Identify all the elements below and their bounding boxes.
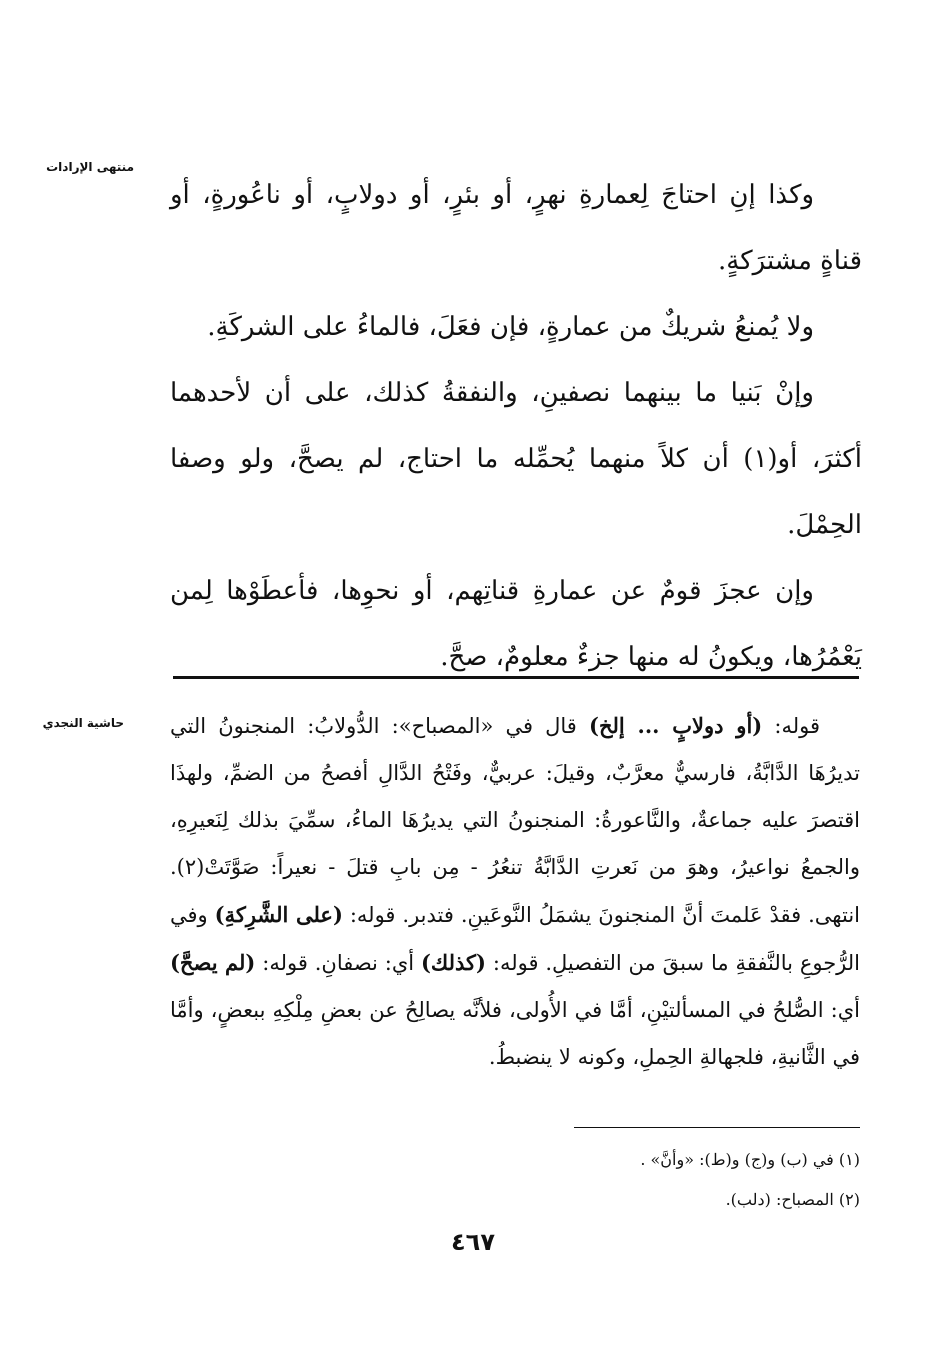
footnotes — [420, 1140, 860, 1220]
main-paragraph: وإنْ بَنيا ما بينهما نصفينِ، والنفقةُ كذلك، على أن لأحدهما أكثرَ، أو(١) أن كلاً منهما يُحمِّله ما احتاج، لم يصحَّ، ولو وصفا الحِمْلَ. — [170, 378, 863, 540]
main-text-source-label: منتهى الإرادات — [46, 160, 134, 174]
footnote: (٢) المصباح: (دلب). — [725, 1190, 860, 1209]
quoted-term: (كذلك) — [421, 950, 486, 975]
main-text-block — [170, 162, 862, 690]
commentary-text: قال في «المصباح»: الدُّولابُ: المنجنونُ التي تديرُهَا الدَّابَّةُ، فارسيٌّ معرَّبٌ، وقيلَ: عربيٌّ، وفَتْحُ الدَّالِ أفصحُ من الضمِّ، ولهذَا اقتصرَ عليه جماعةٌ، والنَّاعورةُ: المنجنونُ التي يديرُهَا الماءُ، سمِّيَ بذلك لِنَعيرِهِ، والجمعُ نواعيرُ، وهوَ من نَعرتِ الدَّابَّةُ تنعُرُ - مِن بابِ قتلَ - نعيراً: صَوَّتَتْ(٢). انتهى. فقدْ عَلمتَ أنَّ المنجنونَ يشمَلُ النَّوعَينِ. فتدبر. قوله: — [170, 714, 860, 927]
page-number: ٤٦٧ — [451, 1228, 495, 1256]
footnote-divider — [574, 1127, 860, 1128]
commentary-text: وفي الرُّجوعِ بالنَّفقةِ ما سبقَ من التفصيلِ. قوله: — [170, 903, 861, 975]
quoted-term: (أو دولابٍ ... إلخ) — [589, 713, 763, 738]
section-divider — [173, 676, 859, 679]
quoted-term: (على الشَّرِكةِ) — [214, 902, 343, 927]
commentary-paragraph — [170, 702, 860, 1081]
main-paragraph: وإن عجزَ قومٌ عن عمارةِ قناتِهم، أو نحوِها، فأعطَوْها لِمن يَعْمُرُها، ويكونُ له منها جزءٌ معلومٌ، صحَّ. — [170, 576, 862, 672]
commentary-text: أي: الصُّلحُ في المسألتيْنِ، أمَّا في الأُولى، فلأنَّه يصالِحُ عن بعضِ مِلْكِهِ ببعضٍ، وأمَّا في الثَّانيةِ، فلجهالةِ الحِملِ، وكونه لا ينضبطُ. — [170, 998, 860, 1069]
footnote: (١) في (ب) و(ج) و(ط): «وأنَّ» . — [640, 1150, 860, 1169]
main-paragraph: وكذا إنِ احتاجَ لِعمارةِ نهرٍ، أو بئرٍ، أو دولابٍ، أو ناعُورةٍ، أو قناةٍ مشترَكةٍ. — [170, 180, 862, 276]
commentary-text: أي: نصفانِ. قوله: — [255, 951, 421, 975]
commentary-text: قوله: — [762, 714, 820, 738]
commentary-block — [170, 702, 860, 1081]
quoted-term: (لم يصحَّ) — [170, 950, 256, 975]
main-paragraph: ولا يُمنعُ شريكٌ من عمارةٍ، فإن فعَلَ، فالماءُ على الشركَةِ. — [207, 312, 814, 342]
commentary-source-label: حاشية النجدي — [42, 716, 124, 730]
